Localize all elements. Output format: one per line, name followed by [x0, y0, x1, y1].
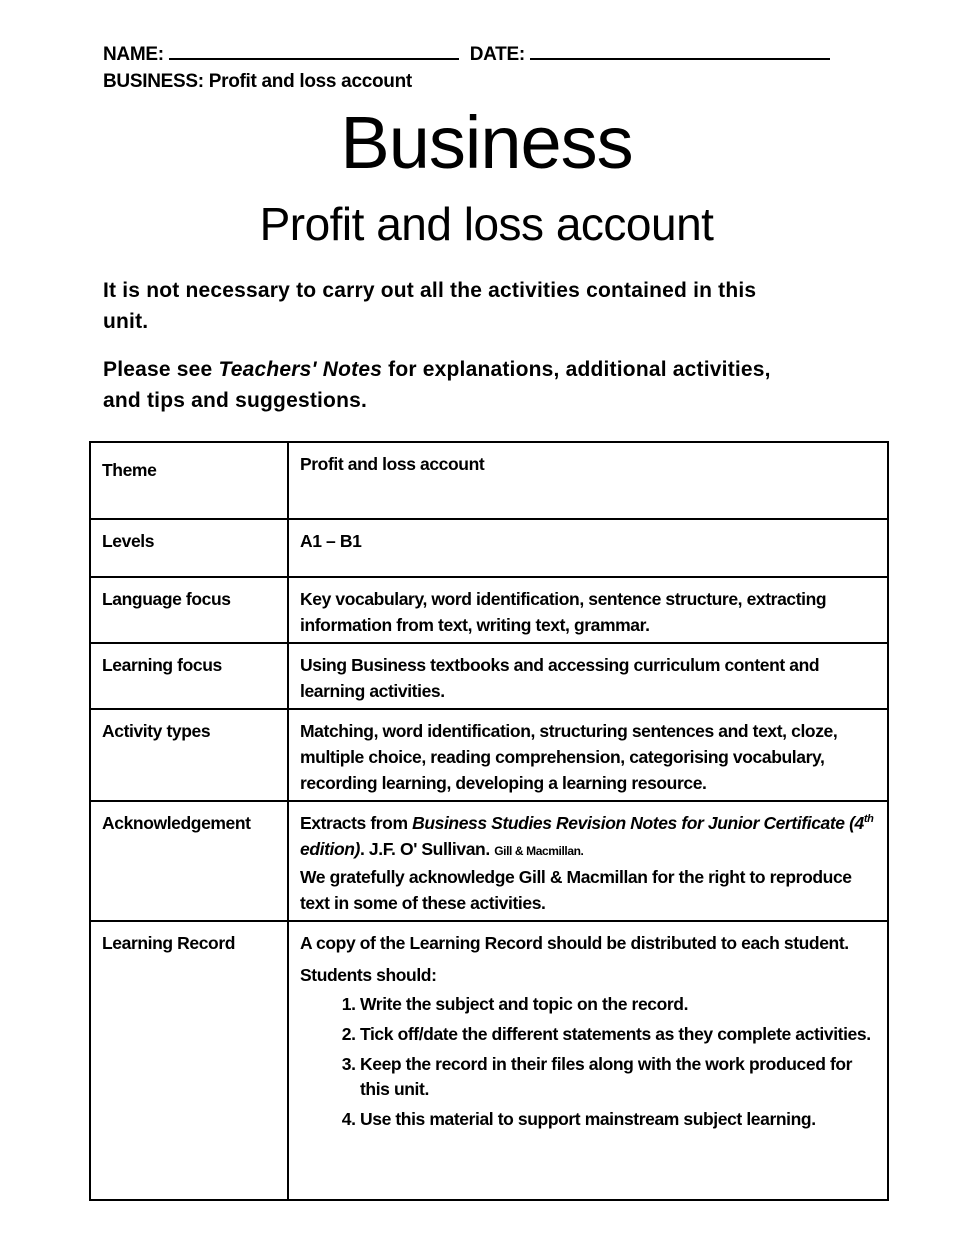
- theme-value: Profit and loss account: [288, 442, 888, 519]
- levels-value: A1 – B1: [288, 519, 888, 577]
- table-row-theme: [90, 442, 888, 519]
- learning-focus-label: Learning focus: [90, 643, 288, 709]
- students-should: Students should:: [300, 965, 437, 985]
- intro-text-after: for explanations, additional activities, and tips and suggestions.: [103, 358, 771, 412]
- learning-record-label: Learning Record: [90, 921, 288, 1200]
- date-blank[interactable]: [530, 44, 830, 60]
- list-item: 1. Write the subject and topic on the record.: [360, 992, 878, 1017]
- table-row-learning-focus: [90, 643, 888, 709]
- edition-sup: th: [863, 813, 874, 826]
- name-label: NAME:: [103, 44, 164, 65]
- activity-types-label: Activity types: [90, 709, 288, 801]
- table-row-activity-types: [90, 709, 888, 801]
- learning-record-value: [288, 921, 888, 1200]
- date-label: DATE:: [469, 44, 525, 65]
- learning-record-steps: [300, 992, 878, 1132]
- list-item: 3. Keep the record in their files along with the work produced for this unit.: [360, 1052, 878, 1102]
- language-focus-label: Language focus: [90, 577, 288, 643]
- list-item: 4. Use this material to support mainstream subject learning.: [360, 1107, 878, 1132]
- acknowledgement-thanks: We gratefully acknowledge Gill & Macmillan for the right to reproduce text in some of these activities.: [300, 867, 852, 913]
- teachers-notes-title: Teachers' Notes: [218, 358, 383, 381]
- acknowledgement-value: [288, 801, 888, 921]
- table-row-acknowledgement: [90, 801, 888, 921]
- edition-open: (4: [844, 813, 864, 833]
- book-title: Business Studies Revision Notes for Junior Certificate: [412, 813, 845, 833]
- acknowledgement-source: [300, 810, 878, 864]
- learning-record-intro: A copy of the Learning Record should be distributed to each student.: [300, 933, 849, 953]
- extracts-prefix: Extracts from: [300, 813, 413, 833]
- unit-info-table: [89, 441, 889, 1201]
- list-item: 2. Tick off/date the different statements as they complete activities.: [360, 1022, 878, 1047]
- page-title: Business: [340, 101, 633, 184]
- theme-label: Theme: [90, 442, 288, 519]
- name-blank[interactable]: [169, 44, 459, 60]
- intro-text-before: Please see: [103, 358, 219, 381]
- intro-note: It is not necessary to carry out all the activities contained in this unit.: [103, 279, 757, 333]
- author: . J.F. O' Sullivan.: [359, 839, 490, 859]
- language-focus-value: Key vocabulary, word identification, sentence structure, extracting information from text, writing text, grammar.: [288, 577, 888, 643]
- table-row-levels: [90, 519, 888, 577]
- levels-label: Levels: [90, 519, 288, 577]
- acknowledgement-label: Acknowledgement: [90, 801, 288, 921]
- activity-types-value: Matching, word identification, structuring sentences and text, cloze, multiple choice, reading comprehension, categorising vocabulary, recording learning, developing a learning resource.: [288, 709, 888, 801]
- subject-line: BUSINESS: Profit and loss account: [103, 71, 412, 92]
- table-row-learning-record: [90, 921, 888, 1200]
- learning-focus-value: Using Business textbooks and accessing curriculum content and learning activities.: [288, 643, 888, 709]
- page-subtitle: Profit and loss account: [259, 198, 714, 250]
- edition-close: edition): [300, 839, 360, 859]
- name-date-line: [103, 44, 830, 66]
- publisher: Gill & Macmillan.: [494, 844, 584, 858]
- intro-teachers-notes: [103, 354, 803, 416]
- table-row-language-focus: [90, 577, 888, 643]
